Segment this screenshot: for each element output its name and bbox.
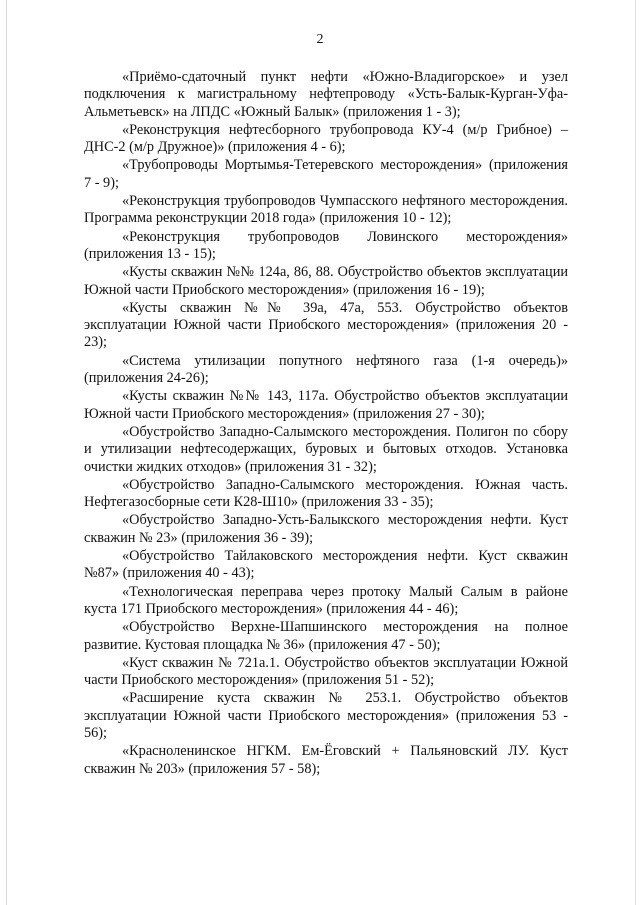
list-item: «Система утилизации попутного нефтяного газа (1-я очередь)» (приложения 24-26); <box>84 352 568 387</box>
list-item: «Обустройство Западно-Усть-Балыкского месторождения нефти. Куст скважин № 23» (приложения 36 - 39); <box>84 512 568 546</box>
list-item: «Кусты скважин №№ 39а, 47а, 553. Обустройство объектов эксплуатации Южной части Приобского месторождения» (приложения 20 - 23); <box>84 299 568 351</box>
list-item: «Реконструкция трубопроводов Чумпасского нефтяного месторождения. Программа реконструкции 2018 года» (приложения 10 - 12); <box>84 193 568 227</box>
list-item: «Обустройство Западно-Салымского месторождения. Полигон по сбору и утилизации нефтесодержащих, буровых и бытовых отходов. Установка очистки жидких отходов» (приложения 31 - 32); <box>84 423 568 475</box>
list-item: «Расширение куста скважин № 253.1. Обустройство объектов эксплуатации Южной части Приобского месторождения» (приложения 53 - 56); <box>84 690 568 741</box>
list-item: «Приёмо-сдаточный пункт нефти «Южно-Владигорское» и узел подключения к магистральному нефтепроводу «Усть-Балык-Курган-Уфа-Альметьевск» на ЛПДС «Южный Балык» (приложения 1 - 3); <box>84 69 568 120</box>
list-item: «Кусты скважин №№ 143, 117а. Обустройство объектов эксплуатации Южной части Приобского месторождения» (приложения 27 - 30); <box>84 388 568 422</box>
list-item: «Трубопроводы Мортымья-Тетеревского месторождения» (приложения 7 - 9); <box>84 157 568 191</box>
list-item: «Реконструкция трубопроводов Ловинского месторождения» (приложения 13 - 15); <box>84 228 568 262</box>
page-number: 2 <box>316 32 324 47</box>
list-item: «Куст скважин № 721а.1. Обустройство объектов эксплуатации Южной части Приобского месторождения» (приложения 51 - 52); <box>84 654 568 689</box>
list-item: «Кусты скважин №№ 124а, 86, 88. Обустройство объектов эксплуатации Южной части Приобского месторождения» (приложения 16 - 19); <box>84 264 568 298</box>
list-item: «Реконструкция нефтесборного трубопровода КУ-4 (м/р Грибное) – ДНС-2 (м/р Дружное)» (приложения 4 - 6); <box>84 121 568 156</box>
list-item: «Технологическая переправа через протоку Малый Салым в районе куста 171 Приобского месторождения» (приложения 44 - 46); <box>84 583 568 617</box>
document-body <box>84 69 568 779</box>
list-item: «Обустройство Западно-Салымского месторождения. Южная часть. Нефтегазосборные сети К28-Ш10» (приложения 33 - 35); <box>84 476 568 511</box>
list-item: «Красноленинское НГКМ. Ем-Ёговский + Пальяновский ЛУ. Куст скважин № 203» (приложения 57 - 58); <box>84 743 568 777</box>
scan-edge-right <box>635 0 636 905</box>
list-item: «Обустройство Верхне-Шапшинского месторождения на полное развитие. Кустовая площадка № 36» (приложения 47 - 50); <box>84 619 568 653</box>
list-item: «Обустройство Тайлаковского месторождения нефти. Куст скважин №87» (приложения 40 - 43); <box>84 548 568 582</box>
scan-edge-left <box>6 0 7 905</box>
